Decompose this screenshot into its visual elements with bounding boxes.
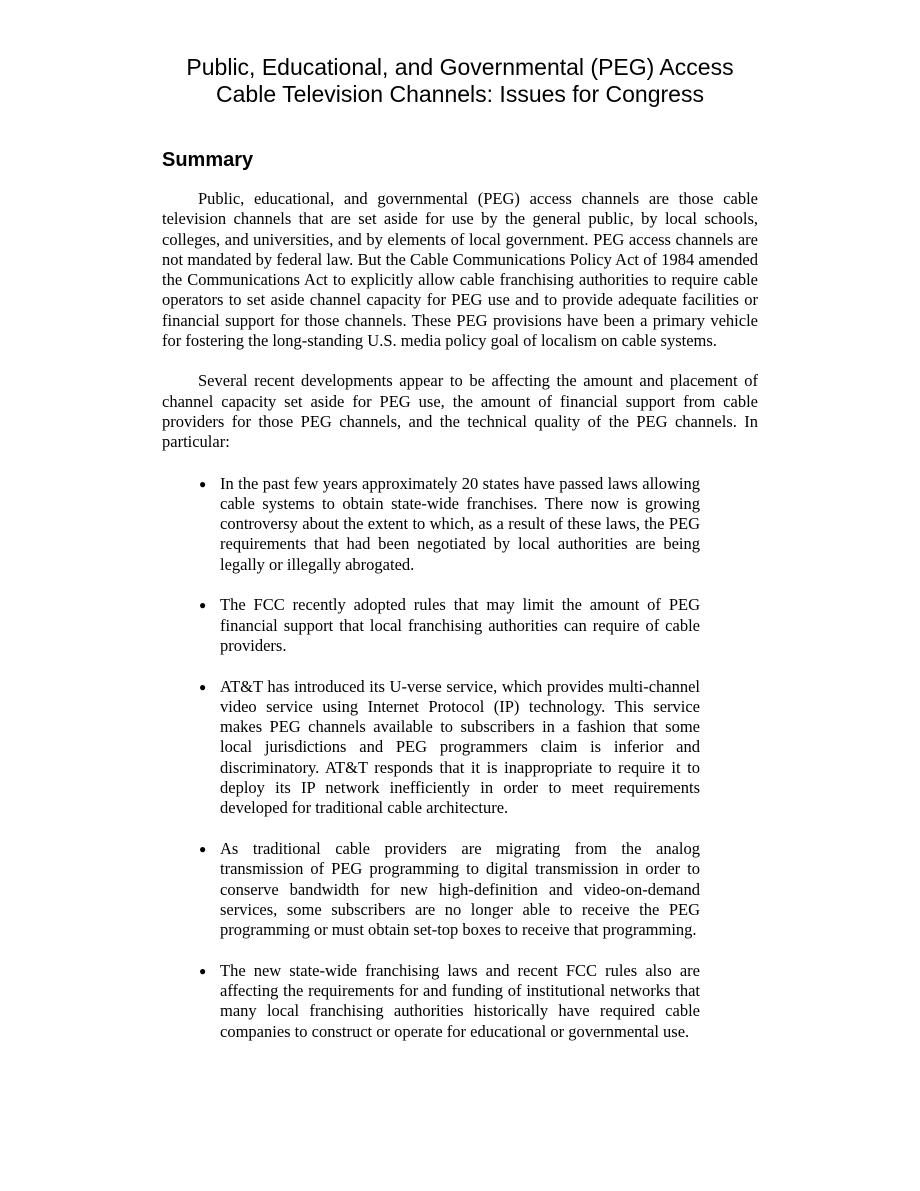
list-item: [199, 676, 700, 819]
list-item-text: AT&T has introduced its U-verse service, which provides multi-channel video service using Internet Protocol (IP) technology. This service makes PEG channels available to subscribers in a fashion that some local jurisdictions and PEG programmers claim is inferior and discriminatory. AT&T responds that it is inappropriate to require it to deploy its IP network inefficiently in order to meet requirements developed for traditional cable architecture.: [220, 676, 700, 818]
summary-paragraph-1: Public, educational, and governmental (PEG) access channels are those cable television channels that are set aside for use by the general public, by local schools, colleges, and universities, and by elements of local government. PEG access channels are not mandated by federal law. But the Cable Communications Policy Act of 1984 amended the Communications Act to explicitly allow cable franchising authorities to require cable operators to set aside channel capacity for PEG use and to provide adequate facilities or financial support for those channels. These PEG provisions have been a primary vehicle for fostering the long-standing U.S. media policy goal of localism on cable systems.: [162, 189, 758, 351]
list-item-text: The FCC recently adopted rules that may limit the amount of PEG financial support that local franchising authorities can require of cable providers.: [220, 595, 700, 655]
developments-list: [162, 474, 700, 1042]
summary-paragraph-2: Several recent developments appear to be affecting the amount and placement of channel capacity set aside for PEG use, the amount of financial support from cable providers for those PEG channels, and the technical quality of the PEG channels. In particular:: [162, 371, 758, 452]
bullet-icon: ●: [199, 598, 207, 613]
bullet-icon: ●: [199, 841, 207, 856]
list-item-text: As traditional cable providers are migrating from the analog transmission of PEG programming to digital transmission in order to conserve bandwidth for new high-definition and video-on-demand services, some subscribers are no longer able to receive the PEG programming or must obtain set-top boxes to receive that programming.: [220, 838, 700, 940]
list-item: [199, 473, 700, 575]
list-item: [199, 960, 700, 1042]
title-line-1: Public, Educational, and Governmental (PEG) Access: [186, 54, 734, 80]
list-item: [199, 838, 700, 940]
document-page: [162, 54, 758, 1062]
bullet-icon: ●: [199, 679, 207, 694]
list-item-text: In the past few years approximately 20 states have passed laws allowing cable systems to obtain state-wide franchises. There now is growing controversy about the extent to which, as a result of these laws, the PEG requirements that had been negotiated by local authorities are being legally or illegally abrogated.: [220, 473, 700, 574]
document-title: [162, 54, 758, 108]
title-line-2: Cable Television Channels: Issues for Congress: [216, 81, 704, 107]
bullet-icon: ●: [199, 963, 207, 978]
list-item-text: The new state-wide franchising laws and recent FCC rules also are affecting the requirements for and funding of institutional networks that many local franchising authorities historically have required cable companies to construct or operate for educational or governmental use.: [220, 960, 700, 1041]
bullet-icon: ●: [199, 476, 207, 491]
list-item: [199, 595, 700, 656]
section-heading-summary: Summary: [162, 149, 254, 171]
